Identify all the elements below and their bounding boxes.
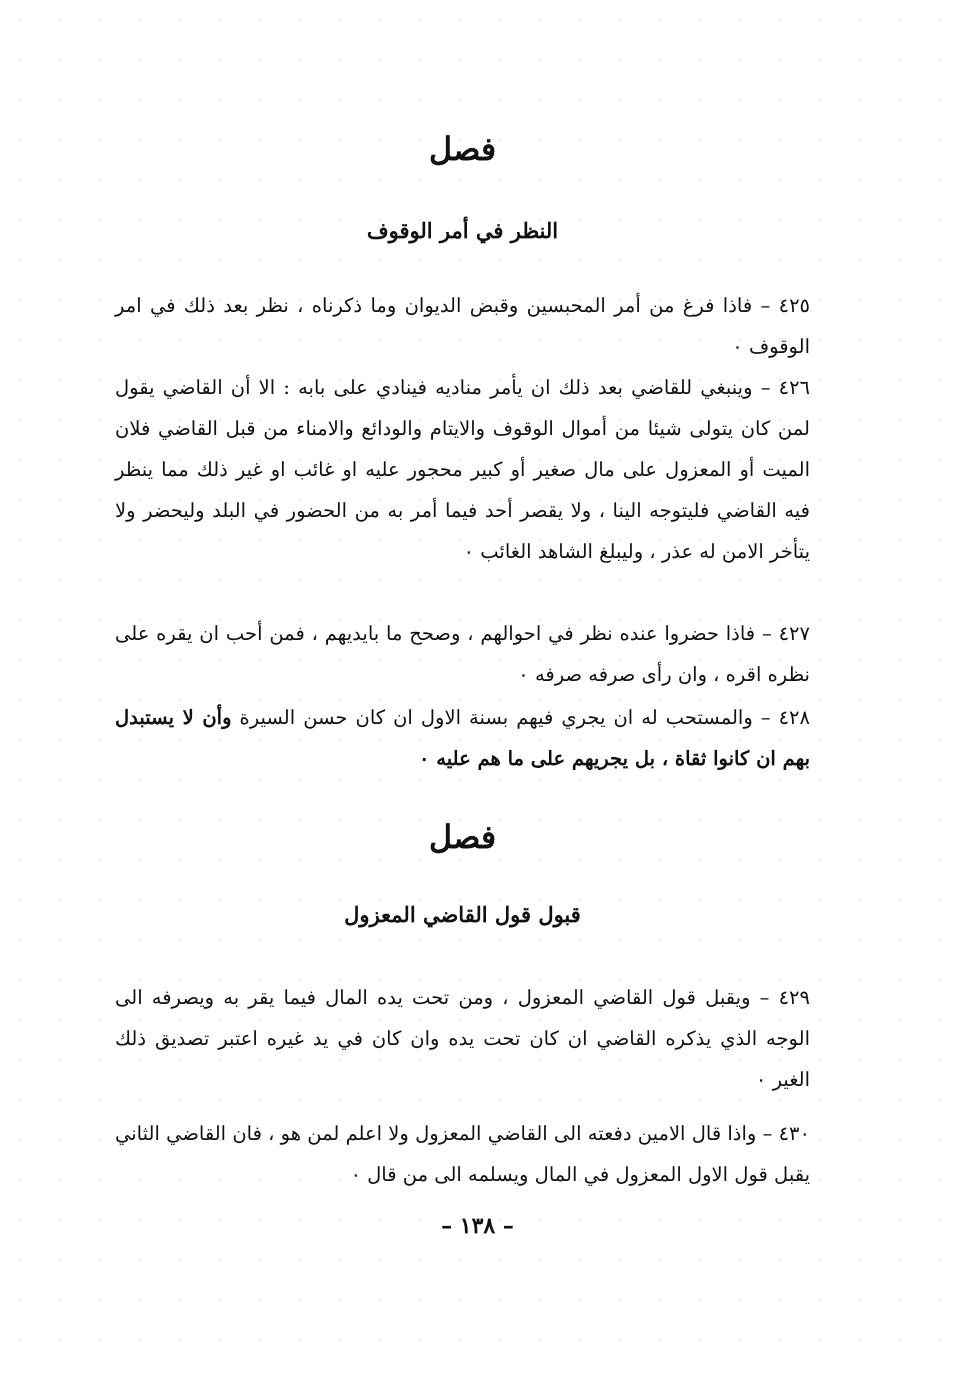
paragraph — [115, 977, 810, 1100]
section-subtitle-text: النظر في أمر الوقوف — [366, 218, 559, 243]
paragraph-bold-text: وأن لا يستبدل بهم ان كانوا ثقاة ، بل يجريهم على ما هم عليه ٠ — [115, 706, 810, 770]
paragraph — [115, 1113, 810, 1195]
page-number-value: ١٣٨ — [459, 1213, 496, 1239]
page-number-dash: – — [502, 1213, 514, 1239]
section-title-text: فصل — [428, 818, 497, 856]
paragraph-number: ٤٢٦ — [778, 376, 811, 399]
paragraph-number: ٤٣٠ — [778, 1122, 810, 1145]
paragraph — [115, 367, 810, 572]
section-title-text: فصل — [428, 130, 497, 168]
dash: – — [760, 376, 771, 399]
dash: – — [759, 986, 770, 1009]
dash: – — [761, 622, 772, 645]
page-number-dash: – — [441, 1213, 453, 1239]
section-subtitle-text: قبول قول القاضي المعزول — [344, 902, 581, 927]
paragraph-number: ٤٢٧ — [778, 622, 810, 645]
paragraph-text: فاذا حضروا عنده نظر في احوالهم ، وصحح ما بايديهم ، فمن أحب ان يقره على نظره اقره ، وان رأى صرفه صرفه ٠ — [115, 622, 810, 686]
dash: – — [760, 706, 771, 729]
section-title — [115, 818, 810, 856]
section-title — [115, 130, 810, 168]
paragraph-number: ٤٢٨ — [778, 706, 810, 729]
paragraph-text: واذا قال الامين دفعته الى القاضي المعزول ولا اعلم لمن هو ، فان القاضي الثاني يقبل قول الاول المعزول في المال ويسلمه الى من قال ٠ — [115, 1122, 810, 1186]
section-subtitle — [115, 218, 810, 243]
paragraph-text: فاذا فرغ من أمر المحبسين وقبض الديوان وما ذكرناه ، نظر بعد ذلك في امر الوقوف ٠ — [115, 294, 810, 358]
paragraph-text: والمستحب له ان يجري فيهم بسنة الاول ان كان حسن السيرة — [239, 706, 753, 729]
paragraph-number: ٤٢٥ — [778, 294, 811, 317]
page-number — [0, 1213, 955, 1239]
dash: – — [760, 294, 771, 317]
paragraph-number: ٤٢٩ — [778, 986, 810, 1009]
section-subtitle — [115, 902, 810, 927]
paragraph — [115, 285, 810, 367]
dash: – — [762, 1122, 773, 1145]
paragraph-text: ويقبل قول القاضي المعزول ، ومن تحت يده المال فيما يقر به ويصرفه الى الوجه الذي يذكره القاضي ان كان تحت يده وان كان في يد غيره اعتبر تصديق ذلك الغير ٠ — [115, 986, 810, 1091]
paragraph — [115, 697, 810, 779]
paragraph — [115, 613, 810, 695]
paragraph-text: وينبغي للقاضي بعد ذلك ان يأمر مناديه فينادي على بابه : الا أن القاضي يقول لمن كان يتولى شيئا من أموال الوقوف والايتام والودائع والامناء من قبل القاضي فلان الميت أو المعزول على مال صغير أو كبير محجور عليه او غائب او غير ذلك مما ينظر فيه القاضي فليتوجه الينا ، ولا يقصر أحد فيما أمر به من الحضور في البلد وليحضر ولا يتأخر الامن له عذر ، وليبلغ الشاهد الغائب ٠ — [115, 376, 810, 563]
